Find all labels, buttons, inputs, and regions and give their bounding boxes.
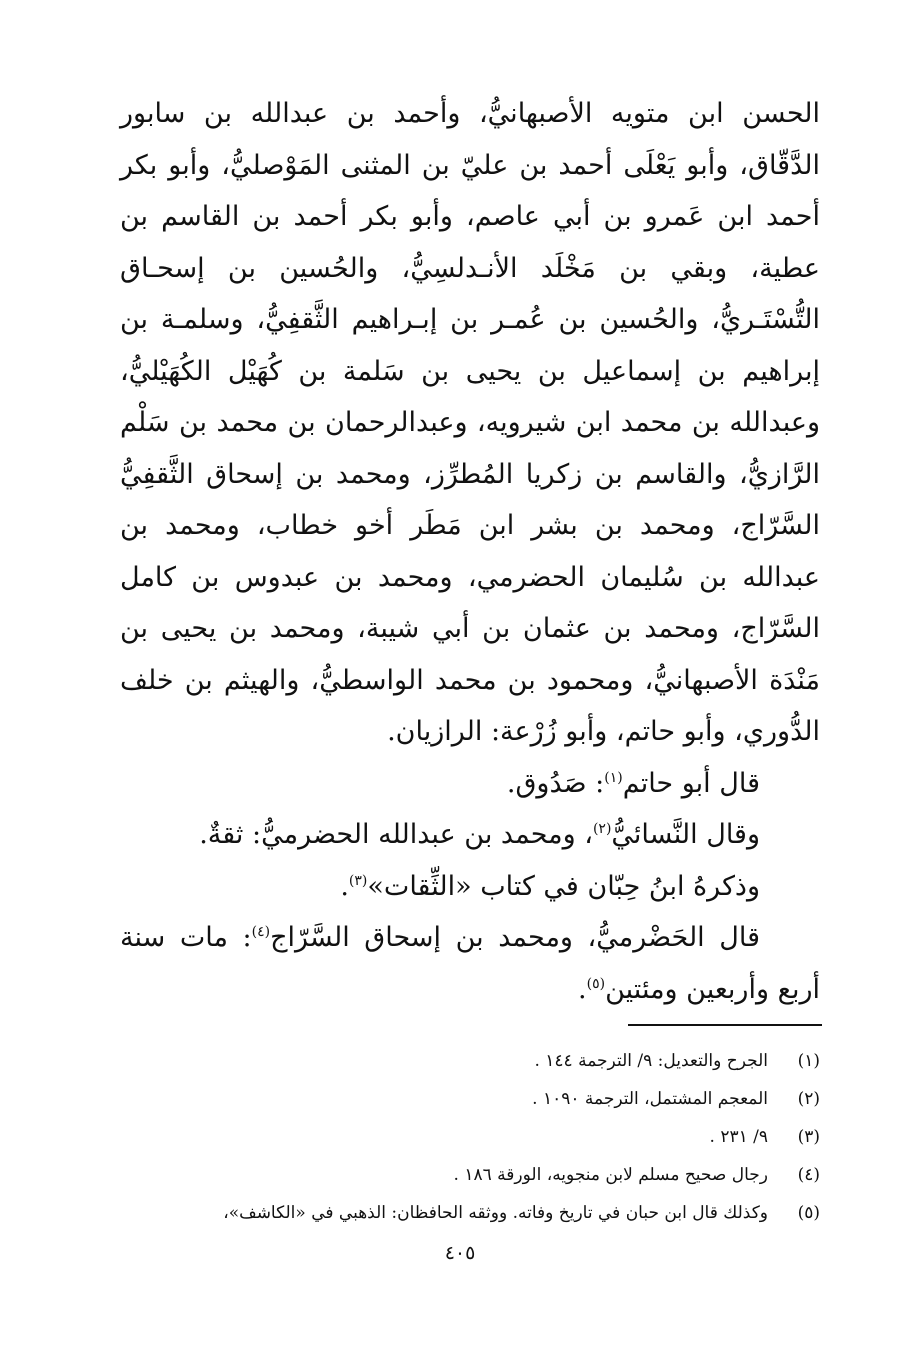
footnote-number: (٢)	[797, 1089, 820, 1109]
p2-text: قال أبو حاتم	[622, 767, 760, 799]
p4-text: وذكرهُ ابنُ حِبّان في كتاب «الثِّقات»	[367, 870, 760, 902]
page-number: ٤٠٥	[444, 1242, 476, 1264]
p3-text: وقال النَّسائيُّ	[611, 819, 760, 850]
footnote-item	[80, 1080, 820, 1118]
p2-rest: : صَدُوق.	[506, 767, 605, 799]
paragraph-nasai	[120, 809, 820, 861]
footnote-number: (٥)	[797, 1203, 820, 1223]
footnote-number: (١)	[797, 1051, 820, 1071]
footnotes-list	[80, 1042, 820, 1232]
footnote-item	[80, 1042, 820, 1080]
footnote-ref-3[interactable]: (٣)	[348, 872, 368, 889]
footnote-ref-4[interactable]: (٤)	[251, 924, 271, 940]
p3-rest: ، ومحمد بن عبدالله الحضرميُّ: ثقةٌ.	[199, 819, 593, 850]
paragraph-narrators: الحسن ابن متويه الأصبهانيُّ، وأحمد بن عبدالله بن سابور الدَّقّاق، وأبو يَعْلَى أحمد بن عليّ بن المثنى المَوْصليُّ، وأبو بكر أحمد ابن عَمرو بن أبي عاصم، وأبو بكر أحمد بن القاسم بن عطية، وبقي بن مَخْلَد الأنـدلسِيُّ، والحُسين بن إسحـاق التُّسْتَـريُّ، والحُسين بن عُمـر بن إبـراهيم الثَّقفِيُّ، وسلمـة بن إبراهيم بن إسماعيل بن يحيى بن سَلمة بن كُهَيْل الكُهَيْليُّ، وعبدالله بن محمد ابن شيرويه، وعبدالرحمان بن محمد بن سَلْم الرَّازيُّ، والقاسم بن زكريا المُطرِّز، ومحمد بن إسحاق الثَّقفِيُّ السَّرّاج، ومحمد بن بشر ابن مَطَر أخو خطاب، ومحمد بن عبدالله بن سُليمان الحضرمي، ومحمد بن عبدوس بن كامل السَّرّاج، ومحمد بن عثمان بن أبي شيبة، ومحمد بن يحيى بن مَنْدَة الأصبهانيُّ، ومحمود بن محمد الواسطيُّ، والهيثم بن خلف الدُّوري، وأبو حاتم، وأبو زُرْعة: الرازيان.	[120, 98, 820, 747]
paragraph-death-year	[120, 912, 820, 1015]
footnote-item	[80, 1156, 820, 1194]
paragraph-abu-hatim	[120, 758, 820, 810]
main-text	[120, 88, 820, 1015]
footnote-ref-2[interactable]: (٢)	[592, 821, 612, 837]
footnote-text: رجال صحيح مسلم لابن منجويه، الورقة ١٨٦ .	[453, 1165, 768, 1185]
footnote-ref-5[interactable]: (٥)	[586, 975, 606, 992]
footnote-item	[80, 1118, 820, 1156]
footnote-separator	[628, 1024, 822, 1026]
paragraph-ibn-hibban	[120, 861, 820, 913]
footnote-number: (٣)	[797, 1127, 820, 1147]
footnote-text: وكذلك قال ابن حبان في تاريخ وفاته. ووثقه الحافظان: الذهبي في «الكاشف»،	[223, 1203, 768, 1223]
footnote-text: الجرح والتعديل: ٩/ الترجمة ١٤٤ .	[534, 1051, 768, 1071]
footnote-number: (٤)	[797, 1165, 820, 1185]
footnote-item	[80, 1194, 820, 1232]
footnote-text: ٩/ ٢٣١ .	[709, 1127, 768, 1147]
footnote-ref-1[interactable]: (١)	[604, 769, 623, 786]
p5-rest: .	[578, 973, 587, 1005]
p5-mid: : مات سنة أربع وأربعين ومئتين	[120, 922, 820, 1005]
p5-text: قال الحَضْرميُّ، ومحمد بن إسحاق السَّرّاج	[270, 922, 760, 953]
p4-rest: .	[340, 870, 349, 902]
footnote-text: المعجم المشتمل، الترجمة ١٠٩٠ .	[532, 1089, 768, 1109]
